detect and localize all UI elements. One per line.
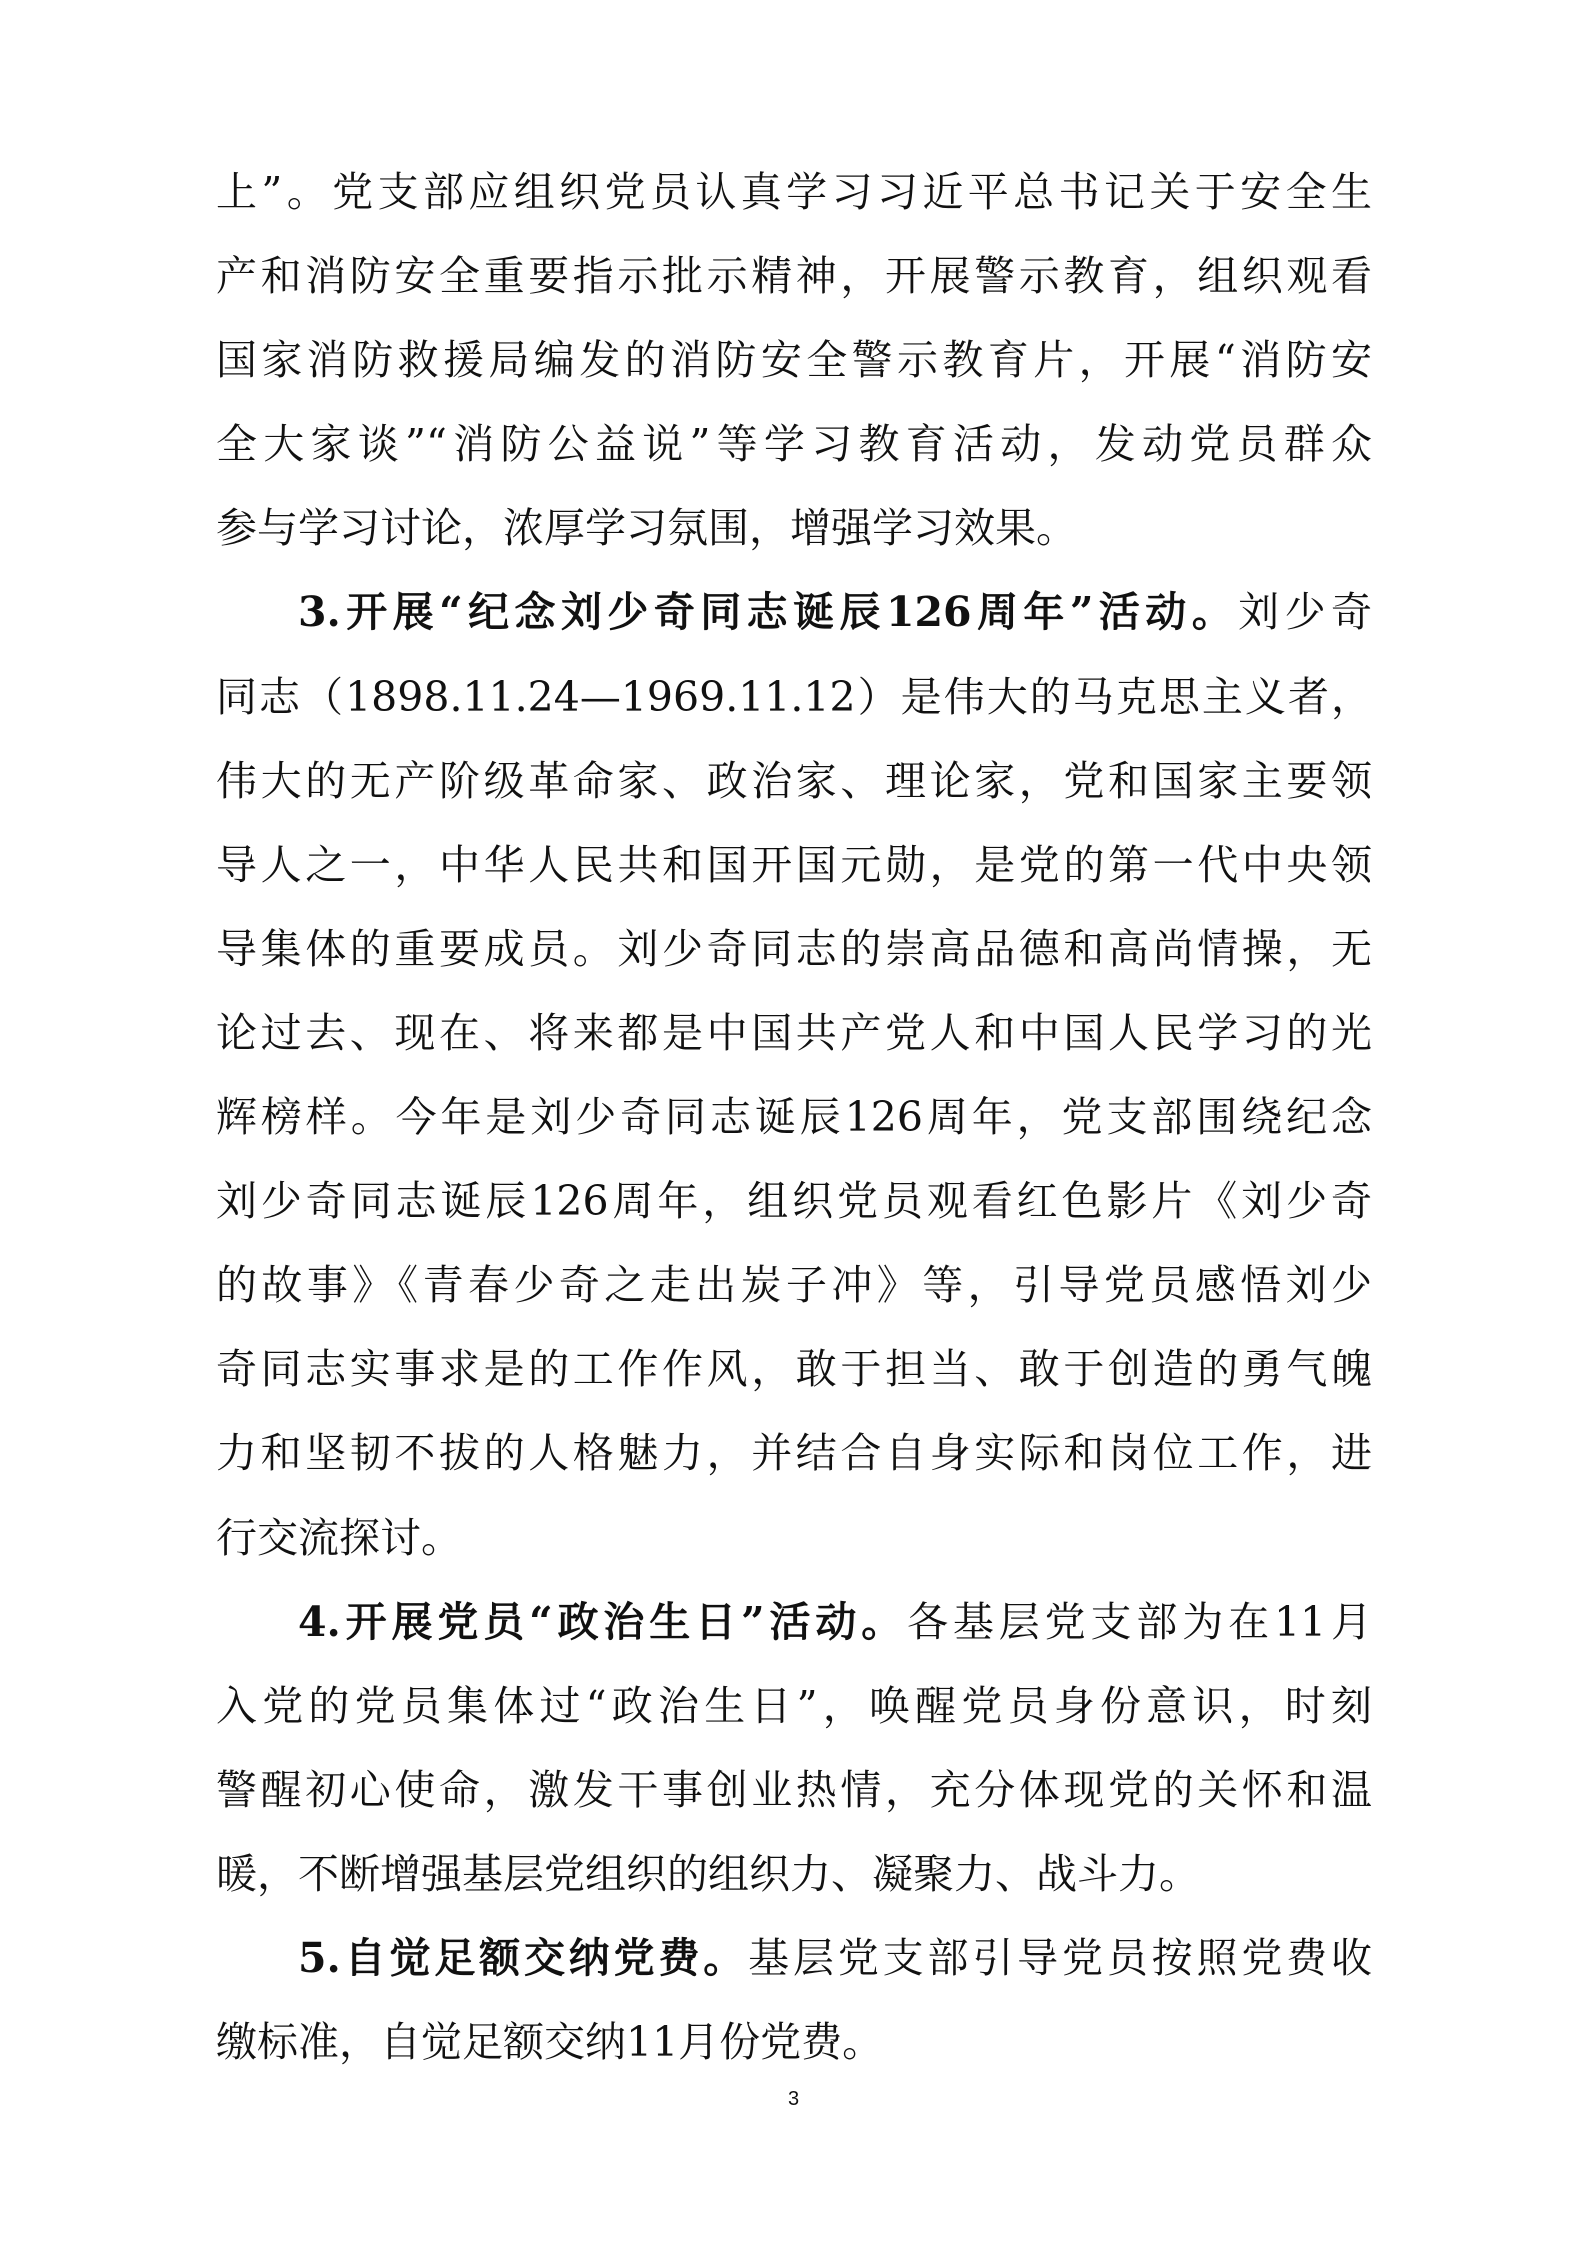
paragraph [216, 160, 1372, 580]
page-number: 3 [787, 2088, 800, 2110]
line-text: 行交流探讨。 [216, 1513, 462, 1562]
text-line [216, 917, 1372, 1001]
paragraph [216, 1926, 1372, 2094]
text-line [216, 1842, 1372, 1926]
text-line [216, 749, 1372, 833]
text-line [216, 160, 1372, 244]
line-text: 国家消防救援局编发的消防安全警示教育片，开展“消防安 [216, 336, 1372, 385]
line-text: 暖，不断增强基层党组织的组织力、凝聚力、战斗力。 [216, 1849, 1200, 1898]
line-text: 论过去、现在、将来都是中国共产党人和中国人民学习的光 [216, 1008, 1372, 1057]
line-text: 入党的党员集体过“政治生日”，唤醒党员身份意识，时刻 [216, 1681, 1372, 1730]
line-text: 奇同志实事求是的工作作风，敢于担当、敢于创造的勇气魄 [216, 1345, 1372, 1394]
line-text: 伟大的无产阶级革命家、政治家、理论家，党和国家主要领 [216, 756, 1372, 805]
line-text: 导集体的重要成员。刘少奇同志的崇高品德和高尚情操，无 [216, 924, 1372, 973]
text-line [216, 1590, 1372, 1674]
text-line [216, 1421, 1372, 1505]
line-text: 参与学习讨论，浓厚学习氛围，增强学习效果。 [216, 504, 1077, 553]
line-text: 辉榜样。今年是刘少奇同志诞辰126周年，党支部围绕纪念 [216, 1093, 1372, 1142]
text-line [216, 2010, 1372, 2094]
text-line [216, 665, 1372, 749]
line-text: 上”。党支部应组织党员认真学习习近平总书记关于安全生 [216, 168, 1372, 216]
line-text: 全大家谈”“消防公益说”等学习教育活动，发动党员群众 [216, 420, 1372, 469]
text-line [216, 1758, 1372, 1842]
line-text: 导人之一，中华人民共和国开国元勋，是党的第一代中央领 [216, 840, 1372, 889]
paragraph [216, 580, 1372, 1589]
line-text: 刘少奇同志诞辰126周年，组织党员观看红色影片《刘少奇 [216, 1177, 1372, 1226]
line-text: 的故事》《青春少奇之走出炭子冲》等，引导党员感悟刘少 [216, 1261, 1372, 1310]
text-line [216, 496, 1372, 580]
text-line [216, 1085, 1372, 1169]
line-text: 刘少奇 [1238, 588, 1372, 637]
text-line [216, 244, 1372, 328]
line-text: 力和坚韧不拔的人格魅力，并结合自身实际和岗位工作，进 [216, 1429, 1372, 1478]
text-line [216, 1169, 1372, 1253]
text-line [216, 833, 1372, 917]
line-text: 警醒初心使命，激发干事创业热情，充分体现党的关怀和温 [216, 1765, 1372, 1814]
paragraph [216, 1590, 1372, 1926]
text-line [216, 1674, 1372, 1758]
section-heading: 4.开展党员“政治生日”活动。 [298, 1597, 908, 1646]
text-line [216, 1337, 1372, 1421]
document-body [216, 160, 1372, 2094]
line-text: 缴标准，自觉足额交纳11月份党费。 [216, 2018, 884, 2067]
section-heading: 3.开展“纪念刘少奇同志诞辰126周年”活动。 [298, 588, 1239, 637]
line-text: 各基层党支部为在11月 [907, 1597, 1373, 1646]
line-text: 产和消防安全重要指示批示精神，开展警示教育，组织观看 [216, 252, 1372, 301]
section-heading: 5.自觉足额交纳党费。 [298, 1933, 749, 1982]
text-line [216, 1506, 1372, 1590]
text-line [216, 580, 1372, 664]
text-line [216, 1001, 1372, 1085]
text-line [216, 412, 1372, 496]
line-text: 同志（1898.11.24—1969.11.12）是伟大的马克思主义者， [216, 672, 1372, 721]
text-line [216, 1926, 1372, 2010]
text-line [216, 328, 1372, 412]
text-line [216, 1253, 1372, 1337]
line-text: 基层党支部引导党员按照党费收 [748, 1933, 1372, 1982]
